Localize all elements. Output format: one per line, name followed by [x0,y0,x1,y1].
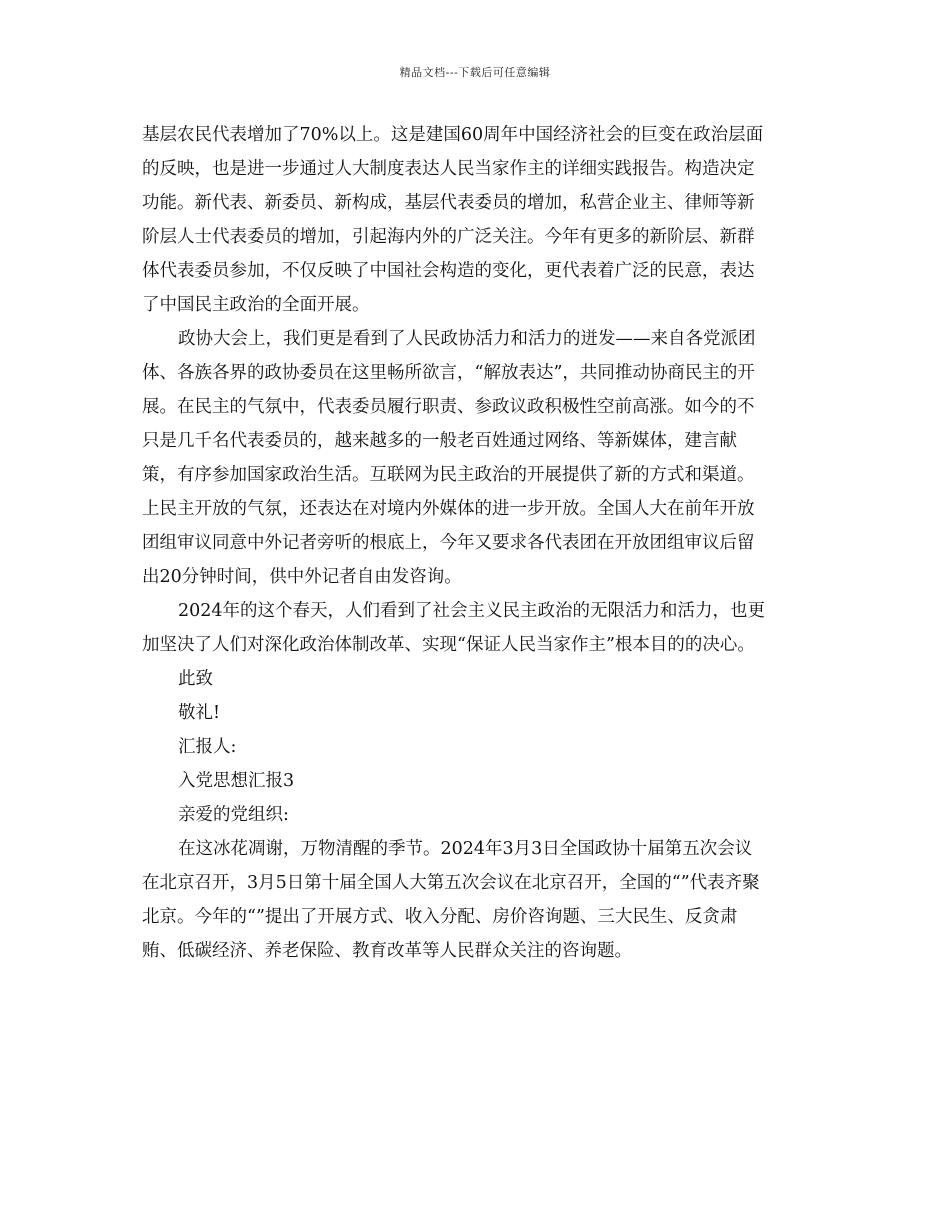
document-body [142,118,812,968]
paragraph [142,832,812,968]
paragraph [142,696,812,730]
paragraph [142,118,812,322]
text-line: 加坚决了人们对深化政治体制改革、实现“保证人民当家作主”根本目的的决心。 [142,635,755,655]
text-line: 敬礼! [178,703,221,723]
paragraph [142,798,812,832]
text-line: 体、各族各界的政协委员在这里畅所欲言，“解放表达”，共同推动协商民主的开 [142,363,755,383]
text-line: 出20分钟时间，供中外记者自由发咨询。 [142,567,462,587]
text-line: 贿、低碳经济、养老保险、教育改革等人民群众关注的咨询题。 [142,941,632,961]
paragraph [142,730,812,764]
text-line: 了中国民主政治的全面开展。 [142,295,370,315]
page-header: 精品文档---下载后可任意编辑 [399,66,551,79]
text-line: 阶层人士代表委员的增加，引起海内外的广泛关注。今年有更多的新阶层、新群 [142,227,755,247]
text-line: 展。在民主的气氛中，代表委员履行职责、参政议政积极性空前高涨。如今的不 [142,397,755,417]
text-line: 此致 [178,669,213,689]
text-line: 功能。新代表、新委员、新构成，基层代表委员的增加，私营企业主、律师等新 [142,193,755,213]
text-line: 上民主开放的气氛，还表达在对境内外媒体的进一步开放。全国人大在前年开放 [142,499,755,519]
text-line: 只是几千名代表委员的，越来越多的一般老百姓通过网络、等新媒体，建言献 [142,431,737,451]
text-line: 团组审议同意中外记者旁听的根底上，今年又要求各代表团在开放团组审议后留 [142,533,755,553]
text-line: 入党思想汇报3 [178,771,295,791]
text-line: 政协大会上，我们更是看到了人民政协活力和活力的迸发——来自各党派团 [178,329,756,349]
text-line: 体代表委员参加，不仅反映了中国社会构造的变化，更代表着广泛的民意，表达 [142,261,755,281]
paragraph [142,322,812,594]
text-line: 的反映，也是进一步通过人大制度表达人民当家作主的详细实践报告。构造决定 [142,159,755,179]
paragraph [142,594,812,662]
text-line: 在北京召开，3月5日第十届全国人大第五次会议在北京召开，全国的“”代表齐聚 [142,873,760,893]
text-line: 2024年的这个春天，人们看到了社会主义民主政治的无限活力和活力，也更 [178,601,766,621]
paragraph [142,662,812,696]
text-line: 策，有序参加国家政治生活。互联网为民主政治的开展提供了新的方式和渠道。 [142,465,755,485]
text-line: 在这冰花凋谢，万物清醒的季节。2024年3月3日全国政协十届第五次会议 [178,839,753,859]
text-line: 亲爱的党组织: [178,805,289,825]
paragraph [142,764,812,798]
text-line: 汇报人: [178,737,237,757]
text-line: 北京。今年的“”提出了开展方式、收入分配、房价咨询题、三大民生、反贪肃 [142,907,738,927]
text-line: 基层农民代表增加了70%以上。这是建国60周年中国经济社会的巨变在政治层面 [142,125,764,145]
